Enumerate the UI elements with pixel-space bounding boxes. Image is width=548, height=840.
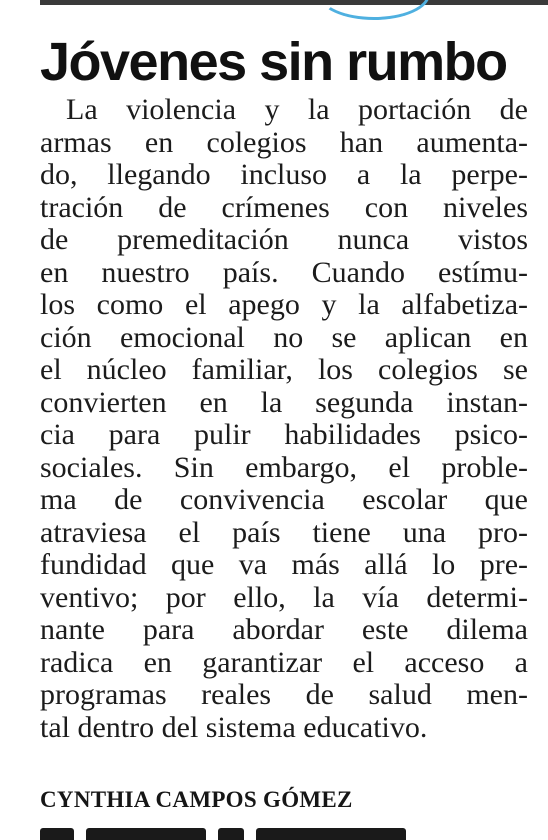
body-line: ma de convivencia escolar que	[40, 483, 528, 516]
body-line: sociales. Sin embargo, el proble-	[40, 450, 528, 484]
body-line: ventivo; por ello, la vía determi-	[40, 580, 528, 614]
body-line: en nuestro país. Cuando estímu-	[40, 255, 528, 289]
decorative-swirl-graphic	[318, 0, 430, 20]
top-divider-rule	[40, 0, 548, 5]
body-line: los como el apego y la alfabetiza-	[40, 288, 528, 321]
body-line: fundidad que va más allá lo pre-	[40, 548, 528, 581]
body-line: ción emocional no se aplican en	[40, 320, 528, 354]
author-byline: CYNTHIA CAMPOS GÓMEZ	[40, 787, 353, 812]
body-line: radica en garantizar el acceso a	[40, 645, 528, 679]
body-line: programas reales de salud men-	[40, 678, 528, 711]
body-line: de premeditación nunca vistos	[40, 223, 528, 256]
body-line: do, llegando incluso a la perpe-	[40, 158, 528, 191]
article-headline: Jóvenes sin rumbo	[40, 32, 507, 92]
body-line: La violencia y la portación de	[66, 93, 528, 126]
body-line: armas en colegios han aumenta-	[40, 125, 528, 159]
body-line: el núcleo familiar, los colegios se	[40, 353, 528, 386]
body-line: tal dentro del sistema educativo.	[40, 710, 428, 744]
body-line: atraviesa el país tiene una pro-	[40, 515, 528, 549]
body-line: convierten en la segunda instan-	[40, 385, 528, 419]
body-line: nante para abordar este dilema	[40, 613, 528, 646]
article-body	[40, 94, 528, 744]
body-line: cia para pulir habilidades psico-	[40, 418, 528, 451]
next-article-headline-fragment	[40, 828, 500, 840]
body-line: tración de crímenes con niveles	[40, 190, 528, 224]
